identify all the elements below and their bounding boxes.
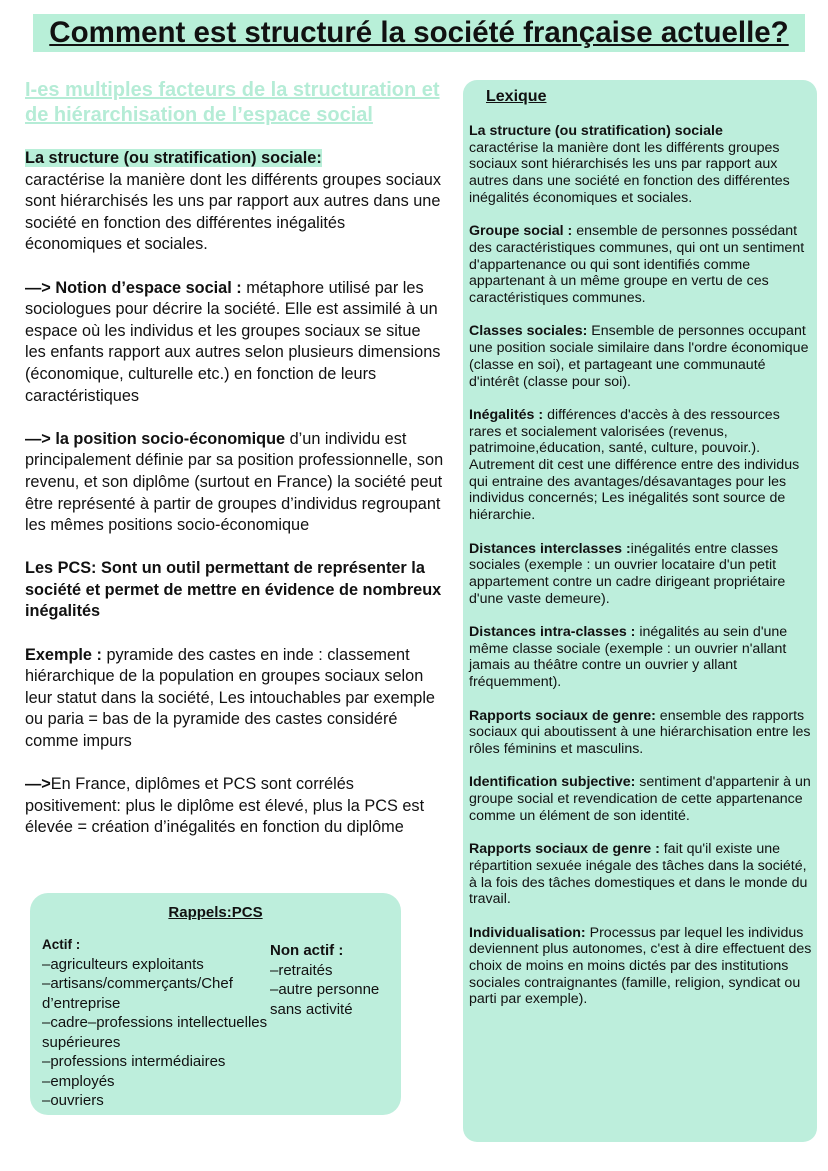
paragraph-pcs [25, 558, 445, 623]
lexique-term: La structure (ou stratification) sociale [469, 123, 723, 139]
lexique-box [463, 80, 817, 1142]
paragraph-exemple [25, 645, 445, 753]
lexique-definition: sentiment d'appartenir à un groupe social et revendication de cette appartenance comme un élément de son identité. [469, 774, 811, 824]
paragraph-term: —> Notion d’espace social : [25, 278, 242, 297]
lexique-definition: Processus par lequel les individus deviennent plus autonomes, c'est à dire effectuent des choix de moins en moins dictés par des institutions sociales contraignantes (famille, religion, syndicat ou parti par exemple). [469, 924, 812, 1008]
lexique-entry [469, 223, 813, 307]
non-actif-label: Non actif : [270, 942, 344, 959]
lexique-definition: différences d'accès à des ressources rares et socialement valorisées (revenus, patrimoine,éducation, santé, culture, pouvoir.). Autrement dit cest une différence entre des individus qui entraine des avantages/désavantages pour les individus concernés; Les inégalités sont source de hiérarchie. [469, 406, 800, 524]
actif-item: –agriculteurs exploitants [42, 955, 204, 973]
paragraph-term: —> la position socio-économique [25, 429, 286, 448]
paragraph-structure [25, 148, 445, 256]
paragraph-term: Les PCS: Sont un outil permettant de représenter la société et permet de mettre en évidence de nombreux inégalités [25, 559, 442, 621]
lexique-entry [469, 541, 813, 608]
actif-column [42, 935, 272, 1111]
lexique-term: Groupe social : [469, 223, 573, 240]
lexique-entry [469, 123, 813, 207]
paragraph-position [25, 429, 445, 537]
actif-label: Actif : [42, 937, 81, 952]
paragraph-term: Exemple : [25, 645, 102, 664]
lexique-term: Rapports sociaux de genre : [469, 841, 660, 858]
lexique-definition: Ensemble de personnes occupant une position sociale similaire dans l'ordre économique (classe en soi), et partageant une communauté d'intérêt (classe pour soi). [469, 323, 809, 390]
paragraph-text: pyramide des castes en inde : classement hiérarchique de la population en groupes sociaux selon leur statut dans la société, Les intouchables par exemple ou paria = bas de la pyramide des castes considéré comme impurs [25, 645, 435, 751]
main-content [25, 148, 445, 861]
actif-item: –artisans/commerçants/Chef d’entreprise [42, 975, 233, 1012]
actif-item: –employés [42, 1072, 115, 1090]
lexique-entry [469, 841, 813, 908]
lexique-entry [469, 624, 813, 691]
paragraph-term: La structure (ou stratification) sociale: [25, 149, 322, 167]
lexique-entry [469, 708, 813, 758]
lexique-definition: inégalités entre classes sociales (exemple : un ouvrier locataire d'un petit appartement contre un cadre dirigeant propriétaire d'une vaste demeure). [469, 540, 786, 607]
rappels-pcs-box [30, 893, 401, 1115]
lexique-definition: caractérise la manière dont les différents groupes sociaux sont hiérarchisés les uns par rapport aux autres dans une société en fonction des différentes inégalités économiques et sociales. [469, 139, 790, 206]
lexique-term: Inégalités : [469, 406, 544, 423]
lexique-term: Identification subjective: [469, 774, 636, 791]
actif-item: –cadre–professions intellectuelles supérieures [42, 1014, 268, 1051]
lexique-entries [469, 123, 813, 1025]
actif-item: –professions intermédiaires [42, 1053, 226, 1070]
lexique-definition: fait qu'il existe une répartition sexuée inégale des tâches dans la société, à la fois des tâches domestiques et dans le monde du travail. [469, 841, 808, 908]
paragraph-term: —> [25, 775, 51, 794]
actif-item: –ouvriers [42, 1092, 104, 1109]
section-heading: I-es multiples facteurs de la structuration et de hiérarchisation de l’espace social [25, 79, 440, 126]
paragraph-text: métaphore utilisé par les sociologues pour décrire la société. Elle est assimilé à un espace où les individus et les groupes sociaux se situe les enfants rapport aux autres selon plusieurs dimensions (économique, culturelle etc.) en fonction de leurs caractéristiques [25, 278, 441, 405]
lexique-entry [469, 407, 813, 524]
lexique-term: Classes sociales: [469, 323, 588, 340]
lexique-term: Distances intra-classes : [469, 624, 636, 641]
lexique-definition: inégalités au sein d'une même classe sociale (exemple : un ouvrier n'allant jamais au théâtre contre un ouvrier y allant fréquemment). [469, 624, 788, 691]
lexique-term: Rapports sociaux de genre: [469, 707, 656, 724]
lexique-term: Individualisation: [469, 924, 586, 941]
lexique-entry [469, 774, 813, 824]
paragraph-espace-social [25, 278, 445, 408]
rappels-title: Rappels:PCS [168, 904, 263, 921]
lexique-title: Lexique [486, 88, 547, 105]
paragraph-text: caractérise la manière dont les différents groupes sociaux sont hiérarchisés les uns par rapport aux autres dans une société en fonction des différentes inégalités économiques et sociales. [25, 170, 441, 254]
lexique-definition: ensemble des rapports sociaux qui aboutissent à une hiérarchisation entre les rôles féminins et masculins. [469, 707, 811, 757]
non-actif-item: –autre personne sans activité [270, 981, 380, 1018]
lexique-entry [469, 925, 813, 1009]
paragraph-text: d’un individu est principalement définie par sa position professionnelle, son revenu, et son diplôme (surtout en France) la société peut être représenté à partir de groupes d’individus regroupant les mêmes positions socio-économique [25, 429, 444, 535]
lexique-definition: ensemble de personnes possédant des caractéristiques communes, qui ont un sentiment d'appartenance ou qui sont identifiés comme appartenant à un même groupe en vertu de ces caractéristiques communes. [469, 223, 805, 307]
lexique-entry [469, 323, 813, 390]
paragraph-diplomes [25, 774, 445, 839]
page-title: Comment est structuré la société française actuelle? [33, 14, 805, 52]
non-actif-item: –retraités [270, 961, 333, 979]
paragraph-text: En France, diplômes et PCS sont corrélés positivement: plus le diplôme est élevé, plus la PCS est élevée = création d’inégalités en fonction du diplôme [25, 775, 425, 837]
lexique-term: Distances interclasses : [469, 540, 631, 557]
non-actif-column [270, 941, 400, 1019]
